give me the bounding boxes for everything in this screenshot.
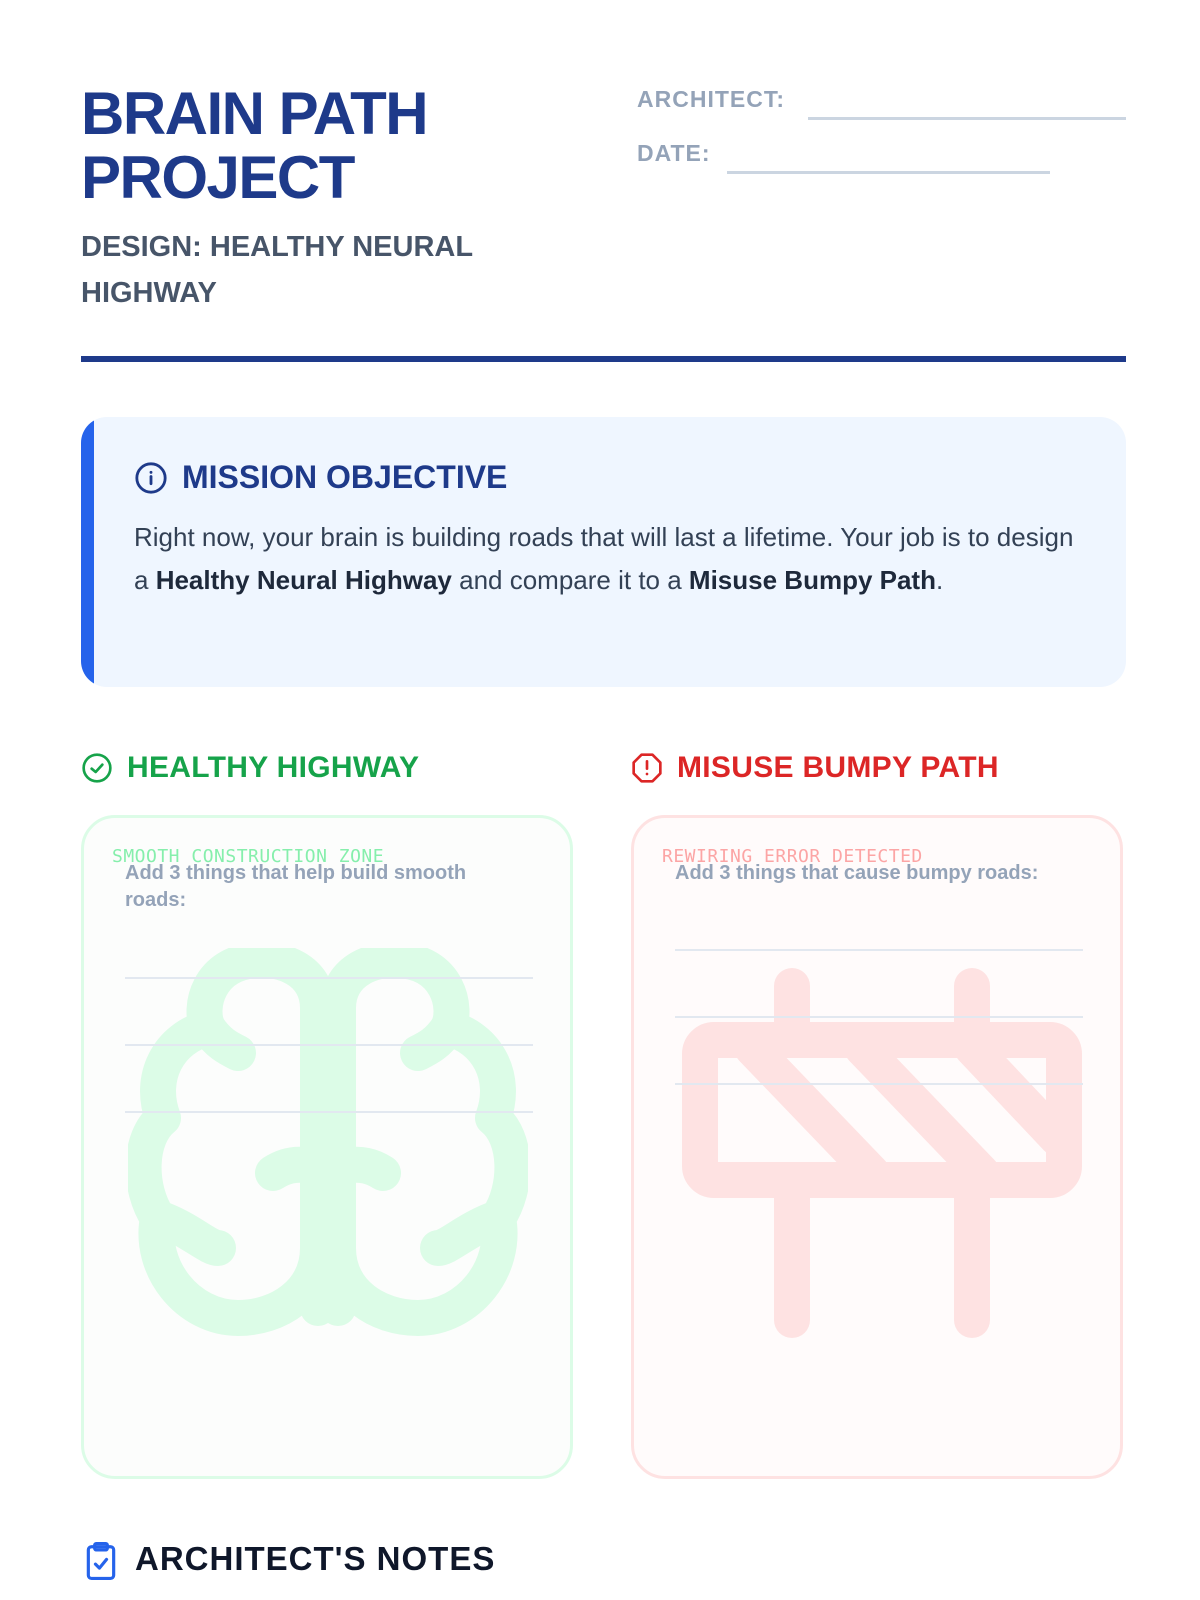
- alert-octagon-icon: [631, 752, 663, 784]
- misuse-heading-text: MISUSE BUMPY PATH: [677, 751, 999, 784]
- misuse-prompt: Add 3 things that cause bumpy roads:: [675, 862, 1039, 884]
- mission-text: [134, 516, 1094, 602]
- clipboard-check-icon: [82, 1540, 120, 1582]
- healthy-write-line-2[interactable]: [125, 1044, 533, 1046]
- mission-heading-text: MISSION OBJECTIVE: [182, 459, 508, 495]
- architect-field[interactable]: [808, 117, 1126, 120]
- healthy-heading: [81, 751, 419, 785]
- brain-icon: [128, 948, 528, 1358]
- misuse-stamp: REWIRING ERROR DETECTED: [662, 846, 923, 867]
- misuse-write-line-2[interactable]: [675, 1016, 1083, 1018]
- healthy-write-line-3[interactable]: [125, 1111, 533, 1113]
- misuse-card: [631, 815, 1123, 1479]
- notes-heading: ARCHITECT'S NOTES: [135, 1540, 496, 1577]
- info-circle-icon: [134, 461, 168, 495]
- check-circle-icon: [81, 752, 113, 784]
- date-label: DATE:: [637, 140, 711, 166]
- architect-label: ARCHITECT:: [637, 86, 785, 112]
- mission-text-part: Right now, your brain is building roads that will last a lifetime. Your job is to design a: [134, 522, 1074, 595]
- misuse-write-line-3[interactable]: [675, 1083, 1083, 1085]
- date-field[interactable]: [727, 171, 1050, 174]
- healthy-write-line-1[interactable]: [125, 977, 533, 979]
- mission-text-part: .: [935, 565, 944, 595]
- page-title: BRAIN PATH PROJECT: [81, 80, 428, 211]
- barrier-icon: [682, 968, 1082, 1338]
- healthy-card: [81, 815, 573, 1479]
- mission-bold-misuse: Misuse Bumpy Path: [688, 565, 936, 595]
- misuse-heading: [631, 751, 999, 785]
- mission-accent-bar: [81, 417, 94, 687]
- healthy-stamp: SMOOTH CONSTRUCTION ZONE: [112, 846, 385, 867]
- mission-bold-healthy: Healthy Neural Highway: [155, 565, 452, 595]
- misuse-write-line-1[interactable]: [675, 949, 1083, 951]
- mission-heading: [134, 459, 507, 496]
- healthy-prompt: Add 3 things that help build smooth roads:: [125, 862, 467, 911]
- page-subtitle: DESIGN: HEALTHY NEURAL HIGHWAY: [81, 231, 473, 309]
- mission-text-part: and compare it to a: [451, 565, 689, 595]
- header-divider: [81, 356, 1126, 362]
- healthy-heading-text: HEALTHY HIGHWAY: [127, 751, 420, 784]
